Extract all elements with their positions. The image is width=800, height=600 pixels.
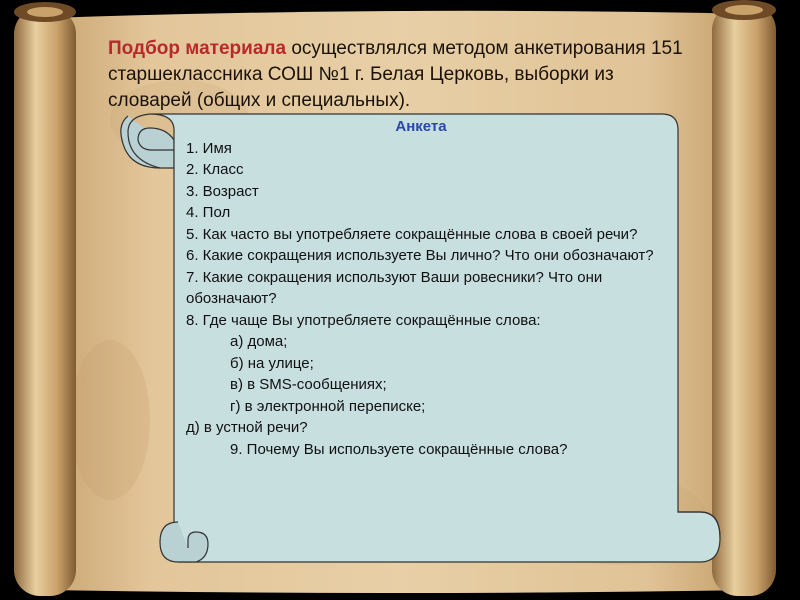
questionnaire-content (186, 116, 656, 460)
intro-highlight: Подбор материала (108, 38, 287, 59)
question-8: 8. Где чаще Вы употребляете сокращённые слова: (186, 311, 541, 329)
question-2: 2. Класс (186, 161, 244, 178)
option-b: б) на улице; (230, 354, 314, 372)
right-roll (712, 4, 776, 596)
question-9: 9. Почему Вы используете сокращённые слова? (230, 440, 568, 458)
left-roll (14, 8, 76, 596)
intro-paragraph (108, 36, 698, 114)
option-c: в) в SMS-сообщениях; (230, 376, 387, 393)
option-e: д) в устной речи? (186, 419, 308, 436)
question-6: 6. Какие сокращения используете Вы лично? Что они обозначают? (186, 247, 654, 264)
question-7: 7. Какие сокращения используют Ваши ровесники? Что они обозначают? (186, 268, 603, 307)
option-a: а) дома; (230, 333, 288, 350)
questionnaire-title: Анкета (395, 118, 447, 135)
question-3: 3. Возраст (186, 182, 259, 200)
question-5: 5. Как часто вы употребляете сокращённые слова в своей речи? (186, 225, 638, 243)
intro-text: осуществлялся методом анкетирования 151 старшеклассника СОШ №1 г. Белая Церковь, выборки из словарей (общих и специальных). (108, 38, 683, 111)
question-1: 1. Имя (186, 139, 232, 157)
option-d: г) в электронной переписке; (230, 397, 426, 415)
question-4: 4. Пол (186, 204, 231, 221)
